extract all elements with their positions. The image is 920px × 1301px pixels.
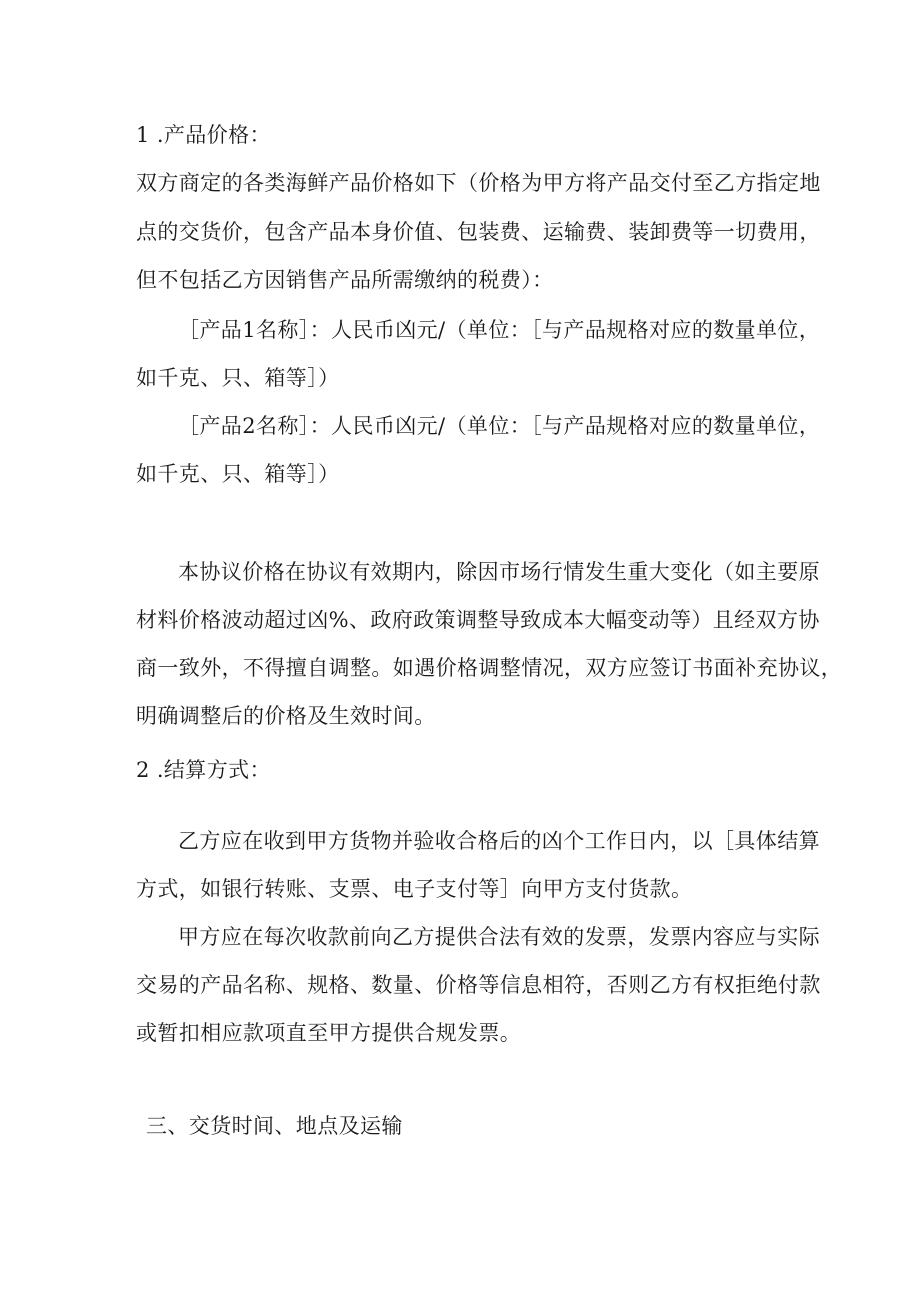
product-1-price-line-2: 如千克、只、箱等］） xyxy=(136,366,340,390)
invoice-terms-line-1: 甲方应在每次收款前向乙方提供合法有效的发票，发票内容应与实际 xyxy=(178,925,820,949)
product-2-price-line-2: 如千克、只、箱等］） xyxy=(136,462,340,486)
product-1-price-line-1: ［产品1名称］：人民币凶元/（单位：［与产品规格对应的数量单位， xyxy=(178,318,821,342)
section-2-heading: 2 .结算方式： xyxy=(136,758,271,782)
pricing-intro-line-1: 双方商定的各类海鲜产品价格如下（价格为甲方将产品交付至乙方指定地 xyxy=(136,171,821,195)
section-1-heading: 1 .产品价格： xyxy=(136,123,271,147)
pricing-intro-line-2: 点的交货价，包含产品本身价值、包装费、运输费、装卸费等一切费用， xyxy=(136,220,821,244)
payment-terms-line-1: 乙方应在收到甲方货物并验收合格后的凶个工作日内，以［具体结算 xyxy=(178,829,820,853)
price-adjustment-line-1: 本协议价格在协议有效期内，除因市场行情发生重大变化（如主要原 xyxy=(178,560,820,584)
invoice-terms-line-3: 或暂扣相应款项直至甲方提供合规发票。 xyxy=(136,1021,522,1045)
payment-terms-line-2: 方式，如银行转账、支票、电子支付等］向甲方支付货款。 xyxy=(136,877,693,901)
price-adjustment-line-3: 商一致外，不得擅自调整。如遇价格调整情况，双方应签订书面补充协议， xyxy=(136,656,843,680)
price-adjustment-line-4: 明确调整后的价格及生效时间。 xyxy=(136,704,436,728)
price-adjustment-line-2: 材料价格波动超过凶%、政府政策调整导致成本大幅变动等）且经双方协 xyxy=(136,608,820,632)
pricing-intro-line-3: 但不包括乙方因销售产品所需缴纳的税费）： xyxy=(136,268,554,292)
product-2-price-line-1: ［产品2名称］：人民币凶元/（单位：［与产品规格对应的数量单位， xyxy=(178,414,821,438)
section-3-heading: 三、交货时间、地点及运输 xyxy=(146,1114,403,1138)
invoice-terms-line-2: 交易的产品名称、规格、数量、价格等信息相符，否则乙方有权拒绝付款 xyxy=(136,973,821,997)
